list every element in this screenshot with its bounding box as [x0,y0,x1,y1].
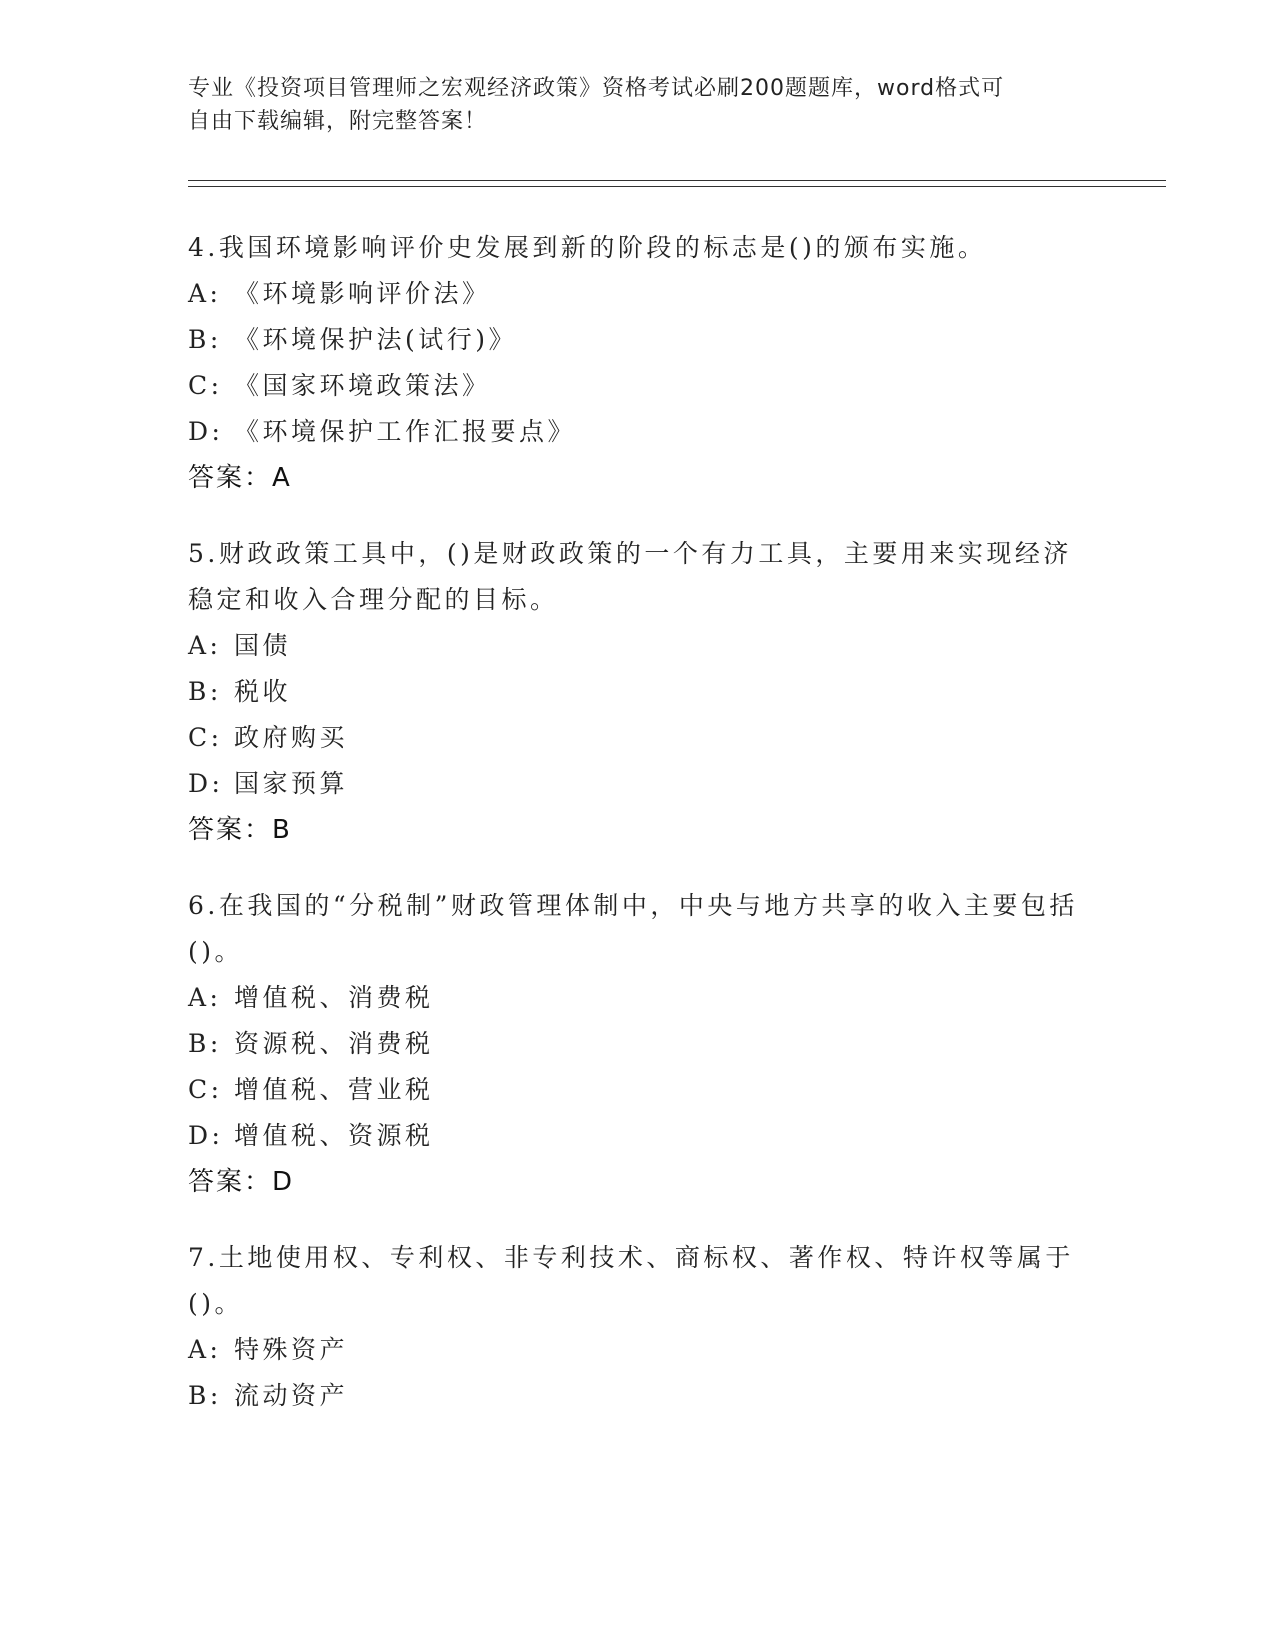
option-letter: D: [188,769,224,798]
option-text: 国债 [234,631,292,660]
option-text: 《环境保护工作汇报要点》 [234,417,577,446]
option-c [188,1067,1088,1113]
question-text: 6.在我国的“分税制”财政管理体制中，中央与地方共享的收入主要包括()。 [188,891,1078,966]
option-letter: D: [188,1121,224,1150]
option-text: 流动资产 [234,1381,349,1410]
option-letter: B: [188,1381,222,1410]
option-letter: D: [188,417,224,446]
option-b [188,1021,1088,1067]
option-b [188,1373,1088,1419]
option-d [188,1113,1088,1159]
header-line-1: 专业《投资项目管理师之宏观经济政策》资格考试必刷200题题库，word格式可 [188,76,1005,101]
document-header [188,72,1088,138]
option-text: 增值税、消费税 [234,983,434,1012]
answer-line: 答案：D [188,1167,295,1197]
header-line-2: 自由下载编辑，附完整答案！ [188,109,488,134]
option-b [188,317,1088,363]
option-text: 资源税、消费税 [234,1029,434,1058]
question-list [188,225,1088,1449]
header-divider [188,180,1166,187]
question-6 [188,883,1088,1205]
option-text: 特殊资产 [234,1335,349,1364]
option-c [188,715,1088,761]
option-d [188,409,1088,455]
question-7 [188,1235,1088,1419]
question-5 [188,531,1088,853]
option-letter: A: [188,983,222,1012]
answer-line: 答案：B [188,815,292,845]
option-letter: A: [188,279,222,308]
option-letter: C: [188,371,223,400]
question-4 [188,225,1088,501]
option-a [188,975,1088,1021]
option-text: 税收 [234,677,292,706]
option-b [188,669,1088,715]
question-text: 7.土地使用权、专利权、非专利技术、商标权、著作权、特许权等属于()。 [188,1243,1074,1318]
option-text: 《环境保护法(试行)》 [234,325,518,354]
option-letter: B: [188,325,222,354]
option-letter: B: [188,1029,222,1058]
option-text: 《国家环境政策法》 [234,371,491,400]
option-d [188,761,1088,807]
option-letter: A: [188,631,222,660]
option-text: 《环境影响评价法》 [234,279,491,308]
option-a [188,623,1088,669]
option-text: 政府购买 [234,723,349,752]
option-letter: A: [188,1335,222,1364]
option-letter: C: [188,723,223,752]
question-text: 4.我国环境影响评价史发展到新的阶段的标志是()的颁布实施。 [188,233,987,262]
option-letter: C: [188,1075,223,1104]
option-c [188,363,1088,409]
question-text: 5.财政政策工具中，()是财政政策的一个有力工具，主要用来实现经济稳定和收入合理分配的目标。 [188,539,1072,614]
option-text: 增值税、资源税 [234,1121,434,1150]
option-letter: B: [188,677,222,706]
option-text: 增值税、营业税 [234,1075,434,1104]
answer-line: 答案：A [188,463,292,493]
option-a [188,1327,1088,1373]
option-text: 国家预算 [234,769,349,798]
option-a [188,271,1088,317]
